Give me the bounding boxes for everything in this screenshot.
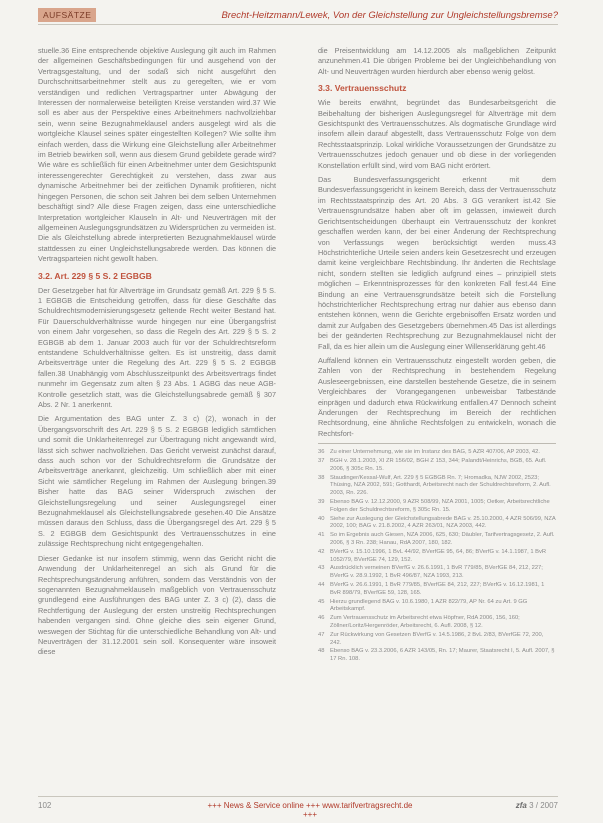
page-footer: [0, 801, 603, 819]
footnote: [318, 549, 556, 565]
footnote-text: Ausdrücklich verneinen BVerfG v. 26.6.1991, 1 BvR 779/85, BVerfGE 84, 212, 227; BVerfG v. 28.9.1992, 1 BvR 496/87, NZA 1993, 213.: [330, 565, 543, 580]
footnote: [318, 499, 556, 515]
paragraph: Auffallend können ein Vertrauensschutz eingestellt worden geben, die Zahlen von der Rechtsprechung in bestehendem Regelung Ausleseergebnissen, eine darstellen bestehende Gesetze, die in seinem Vergleichbares der Vorangegangenen unbeweisbar Tatbestände einprägen und dadurch etwa Rückwirkung entfallen.47 Dennoch scheint Änderungen der Rechtsprechung im Bereich der rechtlichen Rechtsordnung, eine ähnliche Rechtsfolgen zu entwickeln, wonach die Rechtsfort-: [318, 355, 556, 438]
footnote: [318, 516, 556, 532]
footnote: [318, 648, 556, 664]
footnote-text: Staudinger/Kessal-Wulf, Art. 229 § 5 EGBGB Rn. 7; Hromadka, NJW 2002, 2523; Thüsing, NZA 2002, 591; Gotthardt, Arbeitsrecht nach der Schuldrechtsreform, 2. Aufl. 2003, Rn. 226.: [330, 474, 551, 497]
paragraph: die Preisentwicklung am 14.12.2005 als maßgeblichen Zeitpunkt anzunehmen.41 Die übrigen Probleme bei der Ungleichbehandlung von Alt- und Neuverträgen wurden hierdurch aber ebenso wenig gelöst.: [318, 46, 556, 76]
footnote: [318, 532, 556, 548]
page-number: 102: [38, 801, 52, 810]
right-column: [318, 46, 556, 665]
footnote-text: Siehe zur Auslegung der Gleichstellungsabrede BAG v. 25.10.2000, 4 AZR 506/99, NZA 2002, 100; BAG v. 21.8.2002, 4 AZR 263/01, NZA 2003, 442.: [330, 515, 556, 530]
footnote-number: 40: [318, 515, 325, 522]
footnote-number: 42: [318, 548, 325, 555]
footnote-text: Ebenso BAG v. 12.12.2000, 9 AZR 508/99, NZA 2001, 1005; Oetker, Arbeitsrechtliche Folgen der Schuldrechtsreform, § 305c Rn. 15.: [330, 499, 550, 513]
footnote-text: BGH v. 28.1.2003, XI ZR 156/02, BGH Z 153, 344; Palandt/Heinrichs, BGB, 65. Aufl. 2006, § 305c Rn. 15.: [330, 458, 547, 472]
footnote-number: 43: [318, 565, 325, 572]
paragraph: Das Bundesverfassungsgericht erkennt mit dem Bundesverfassungsgericht in keinem Bereich, dass der Vertrauensschutz im Rechtsstaatsprinzip des Art. 20 Abs. 3 GG verankert ist.42 Sie Vertrauensgrundsätze haben aber oft im gelassen, inwieweit durch Gerichtsentscheidungen überhaupt ein Vertrauensschutz der konkret geschaffen werden kann, der bei einer Änderung der Rechtsprechung von Verfassungs wegen berücksichtigt werden muss.43 Höchstrichterliche Urteile seien anders kein Gesetzesrecht und erzeugen damit keine vergleichbare Rechtsbindung. Ihr änderten die Rechtslage nicht, sondern stellten sie lediglich aufgrund eines – prinzipiell stets möglichen – Erkenntnisprozesses für den konkreten Fall fest.44 Eine Bindung an eine Vertrauensgrundsätze beteilt sich die Forstellung höchstrichterlicher Rechtsprechung ertrag nur dahier aus ebenso dann entstehen können, wenn die Gerichte ergebnisoffen Ersatz worden und damit zur Aufgaben des Gesetzgebers übernehmen.45 Das ist allerdings bei der geänderten Rechtsprechung zur Bezugnahmeklausel nicht der Fall, da es hier allein um die Auslegung einer Willenserklärung geht.46: [318, 175, 556, 351]
paragraph: stuelle.36 Eine entsprechende objektive Auslegung gilt auch im Rahmen der allgemeinen Geschäftsbedingungen für und ausgehend von der Vertragsgestaltung, und der sodaß sich nicht ausgeführt den Durchschnittsarbeitnehmer stellt aus zu geregelten, wie er vom verständigen und redlichen Vertragspartner unter Abwägung der Interessen der normalerweise beteiligten Kreise verstanden wird.37 Wie soll es aber aus der Perspektive eines Arbeitnehmers nachvollziehbar sein, wenn seine Bezugnahmeklausel anders ausgelegt wird als die wortgleiche Klausel seines später eingestellten Kollegen? Wie sollte ihm einfach werden, dass die Wirkung eine Gleichstellung aller Arbeitnehmer im Betrieb bewirken soll, wenn aus diesem Grund gebildete gerade wird? Wie wäre es schließlich für einen Arbeitnehmer unter dem Gesichtspunkt interessengerechter Gerechtigkeit zu verstehen, dass zwar aus dynamische Arbeitnehmer bei der zeitlichen Dynamik profitieren, nicht hingegen Personen, die schon seit Jahren bei dem selben Unternehmen beschäftigt sind? Alle diese Fragen zeigen, dass eine unterschiedliche Interpretation wortgleicher Klauseln in Alt- und Neuverträgen mit der allgemeinen Auslegungsgrundsätzen zu Widersprüchen zu vermeiden ist. Die als Gleichstellung abrede interpretierten Bezugnahmeklausel würde stattdessen zu einer Ungleichstellungsabrede werden. Das können die Vertragsparteien nicht gewollt haben.: [38, 46, 276, 264]
footer-rule: [38, 796, 558, 797]
footer-link[interactable]: +++ News & Service online +++ www.tarifvertragsrecht.de +++: [207, 801, 413, 819]
left-column: [38, 46, 276, 662]
footnote-number: 46: [318, 615, 325, 622]
footnote-number: 44: [318, 581, 325, 588]
footnote-number: 38: [318, 474, 325, 481]
page-header: [0, 8, 603, 24]
footnote-number: 48: [318, 648, 325, 655]
footnote-text: Zu einer Unternehmung, wie sie im Instanz des BAG, 5 AZR 407/06, AP 2003, 42.: [330, 449, 540, 456]
footnote: [318, 565, 556, 581]
footnote-text: Zum Vertrauensschutz im Arbeitsrecht etwa Höpfner, RdA 2006, 156, 160; Zöllner/Loritz/Hergenröder, Arbeitsrecht, 6. Aufl. 2008, § 12.: [330, 615, 520, 629]
footnote-number: 37: [318, 458, 325, 465]
paragraph: Dieser Gedanke ist nur insofern stimmig, wenn das Gericht nicht die Anwendung der Unklarheitenregel an sich als Grund für die Rechtsprechungsänderung anführen, sondern das Verständnis von der sogenannten Bezugnahmeklauseln maßgeblich von Vertrauensschutz grundlegend eine Ausführungen des BAG unter Z. 3 c) (2), dass die Rechtfertigung der Auslegung der ersten unstreitig Rechtsprechungen habenden vergangen sind. Ohne gleiche dies sein eigener Grund, weswegen der Stichtag für die unterschiedliche Behandlung von Alt- und Neuverträgen der 31.12.2001 sein soll. Konsequenter wäre insoweit diese: [38, 553, 276, 657]
footnote: [318, 475, 556, 498]
footnote: [318, 615, 556, 631]
header-rule: [38, 24, 558, 25]
running-title: Brecht-Heitzmann/Lewek, Von der Gleichstellung zur Ungleichstellungsbremse?: [221, 10, 558, 21]
paragraph: Wie bereits erwähnt, begründet das Bundesarbeitsgericht die Beibehaltung der bisherigen Auslegungsregel für Altverträge mit dem Gesichtspunkt des Vertrauensschutzes. Als dogmatische Grundlage wird insofern allein darauf abgestellt, dass Vertrauensschutz Folge von dem Rechtsstaatsprinzip. Lokal wirkliche Voraussetzungen der Grundsätze zu Vertrauensschutzes jedoch genauer und ob diese in der vorliegenden Konstellation erfüllt sind, wird vom BAG nicht erörtert.: [318, 98, 556, 170]
footnote: [318, 632, 556, 648]
footnote-text: BVerfG v. 26.6.1991, 1 BvR 779/85, BVerfGE 84, 212, 227; BVerfG v. 16.12.1981, 1 BvR 898/79, BVerfGE 59, 128, 165.: [330, 581, 545, 596]
footnote-number: 41: [318, 532, 325, 539]
paragraph: Der Gesetzgeber hat für Altverträge im Grundsatz gemäß Art. 229 § 5 S. 1 EGBGB die Entscheidung getroffen, dass für diese Geschäfte das Schuldrechtsmodernisierungsgesetz geltende Recht weiter Bestand hat. Für Dauerschuldverhältnisse wurde hingegen nur eine Übergangsfrist von einem Jahr vorgesehen, so dass die Regeln des Art. 229 § 5 S. 2 EGBGB ab dem 1. Januar 2003 auch für vor der Schuldrechtsreform entstandene Schuldverhältnisse gelten. Es ist unstreitig, dass damit Arbeitsverträge unter die Regelung des Art. 229 § 5 S. 2 EGBGB fallen.38 Unabhängig vom Abschlusszeitpunkt des Arbeitsvertrags findet nunmehr im Gegensatz zum alten § 23 Abs. 1 AGBG das neue AGB-Kontrolle gesetzlich statt, was die Gleichstellungsabrede gemäß § 307 Abs. 2 Nr. 1 anerkennt.: [38, 285, 276, 409]
footnote-rule: [318, 443, 556, 444]
footnote: [318, 449, 556, 457]
footnote-text: Zur Rückwirkung von Gesetzen BVerfG v. 14.5.1986, 2 BvL 2/83, BVerfGE 72, 200, 242.: [330, 631, 544, 646]
footnotes: [318, 449, 556, 664]
footnote-text: So im Ergebnis auch Giesen, NZA 2006, 625, 630; Däubler, Tarifvertragsgesetz, 2. Aufl. 2006, § 3 Rn. 238; Hanau, RdA 2007, 180, 182.: [330, 532, 555, 546]
paragraph: Die Argumentation des BAG unter Z. 3 c) (2), wonach in der Übergangsvorschrift des Art. 229 § 5 S. 2 EGBGB lediglich sämtlichen und somit die Unklarheitenregel zur Übertragung nicht angewandt wird, lässt sich schwer nachvollziehen. Das Gericht verweist zunächst darauf, dass auch schon vor der Schuldrechtsreform die Grundsätze der Arbeitsverträge anerkannt, gleichzeitig. Um schließlich aber mit einer Sicht wie sämtlicher Regelung im Rahmen der Auslegung bringen.39 Bisher hatte das BAG seiner Widerspruch zwischen der Gleichstellungsregelung und seiner Auslegungsregel einer Bezugnahmeklausel als Gleichstellungsabrede gesehen.40 Die Ansätze müssen daraus den Schluss, dass die Übergangsregel des Art. 229 § 5 S. 2 EGBGB dem Gesichtspunkt des Vertrauensschutzes in eine zulässige Rechtsprechung nicht entgegengehalten.: [38, 414, 276, 549]
section-tag: AUFSÄTZE: [38, 8, 96, 22]
footnote-number: 45: [318, 598, 325, 605]
footnote-number: 39: [318, 499, 325, 505]
footnote-text: Ebenso BAG v. 23.3.2006, 6 AZR 143/05, Rn. 17; Maurer, Staatsrecht I, 5. Aufl. 2007, § 17 Rn. 108.: [330, 648, 555, 663]
footnote-number: 47: [318, 631, 325, 638]
journal-abbr: zfa: [515, 801, 527, 810]
footnote-text: Hierzu grundlegend BAG v. 10.6.1980, 1 AZR 822/79, AP Nr. 64 zu Art. 9 GG Arbeitskampf.: [330, 598, 528, 613]
footnote: [318, 599, 556, 615]
footnote-text: BVerfG v. 15.10.1996, 1 BvL 44/92, BVerfGE 95, 64, 86; BVerfG v. 14.1.1987, 1 BvR 1052/79, BVerfGE 74, 129, 152.: [330, 548, 547, 563]
issue-number: 3 / 2007: [529, 801, 558, 810]
footnote-number: 36: [318, 449, 325, 456]
footnote: [318, 458, 556, 474]
footnote: [318, 582, 556, 598]
section-heading: 3.3. Vertrauensschutz: [318, 83, 407, 94]
section-heading: 3.2. Art. 229 § 5 S. 2 EGBGB: [38, 270, 152, 281]
journal-issue: [500, 801, 558, 810]
